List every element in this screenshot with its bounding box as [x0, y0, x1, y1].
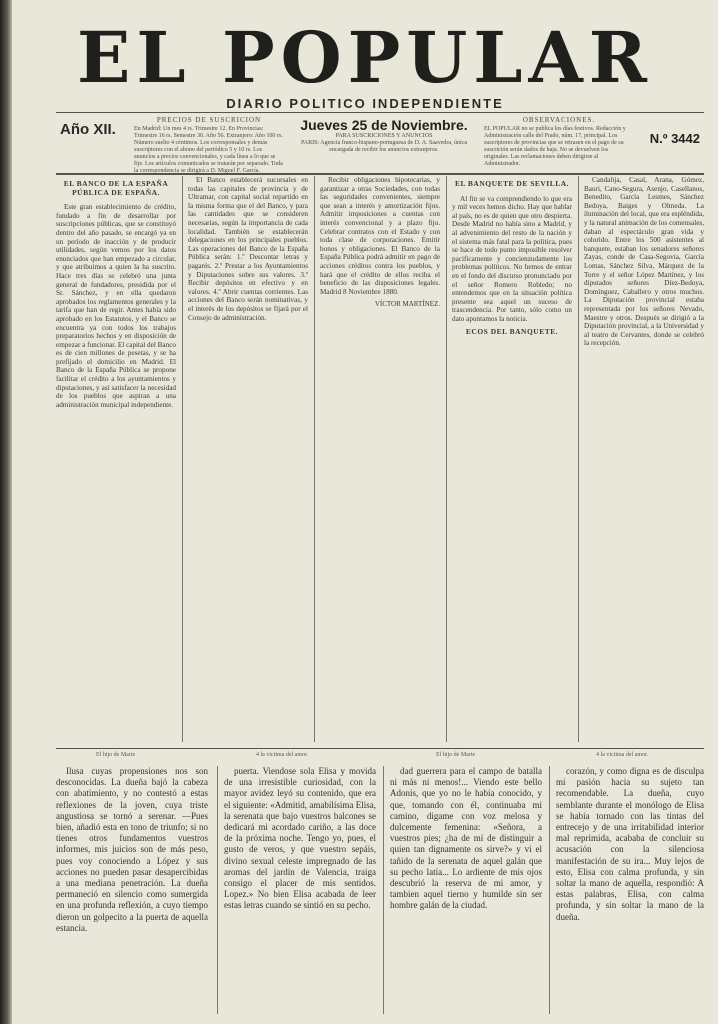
column-divider: [182, 176, 183, 742]
running-head-left-page: El hijo de Marte: [96, 752, 136, 758]
newspaper-subtitle: DIARIO POLITICO INDEPENDIENTE: [226, 96, 504, 111]
observations-heading: OBSERVACIONES.: [522, 117, 596, 124]
column-2-text: El Banco establecerá sucursales en todas las capitales de provincia y de Ultramar, con capital social repartido en la misma forma que el del Banco, y para las cantidades que se consideren necesarias, según la importancia de cada localidad. También se establecerán delegaciones en los principales pueblos. Las operaciones del Banco de la España Pública serán: 1.º Descontar letras y pagarés. 2.º Prestar a los Ayuntamientos y Diputaciones sobre sus valores. 3.º Recibir depósitos en efectivo y en valores. 4.º Abrir cuentas corrientes. Las acciones del Banco serán nominativas, y el interés de los depósitos se fijará por el Consejo de administración.: [188, 176, 308, 322]
column-4: [452, 176, 572, 742]
newspaper-page: [12, 0, 718, 1024]
folletin-divider: [549, 766, 550, 1014]
running-head-right-page: El hijo de Marte: [436, 752, 476, 758]
agency-text: PARIS: Agencia franco-hispano-portuguesa de D. A. Saavedra, única encargada de recibir los anuncios extranjeros.: [300, 140, 468, 153]
column-3-signature: VÍCTOR MARTÍNEZ.: [374, 300, 440, 309]
issue-date: Jueves 25 de Noviembre.: [300, 117, 468, 133]
folletin-text-3: dad guerrera para el campo de batalla ni más ni menos!... Viendo este bello Adonis, que yo no le había conocido, y que, tomando con él, continuaba mi camino, digame con voz melosa y dulcemente femenina: «Señora, a vuestros pies; ¿ha de mí de distinguir a quien tan dignamente os sirve?» y vi el tañido de la serenata de aquel galán que su pecho latía... Lo ardiente de mis ojos descubrió la reserva de mi amor, y tambien aquel tierno y humilde sin ser hombre galán de la ciudad.: [390, 766, 542, 911]
folletin-column-2: [224, 766, 376, 1014]
column-1: [56, 176, 176, 742]
column-3-text: Recibir obligaciones hipotecarias, y garantizar a otras Sociedades, con todas las seguridades convenientes, siempre que sean a interés y amortización fijos. Admitir imposiciones a cuentas con interés convencional y a plazo fijo. Celebrar contratos con el Estado y con toda clase de corporaciones. Emitir bonos y obligaciones. El Banco de la España Pública podrá admitir en pago de acciones créditos contra los pueblos, y hará que el crédito de ellos reciba el beneficio de las disposiciones legales. Madrid 8 Noviembre 1880.: [320, 176, 440, 296]
running-head-right-section: 4 la victima del amor.: [596, 752, 649, 758]
column-divider: [446, 176, 447, 742]
folletin-divider: [383, 766, 384, 1014]
issue-number: N.º 3442: [649, 131, 700, 146]
observations-box: [484, 117, 634, 168]
column-1-title: EL BANCO DE LA ESPAÑA PÚBLICA DE ESPAÑA.: [63, 179, 169, 197]
column-1-text: Este gran establecimiento de crédito, fundado a fin de desarrollar por suscripciones públicas, que se constituyó dentro del año pasado, se encargó ya en un período de inacción y de producir utilidades, según vemos por los datos enunciados que han empezado a circular, y que atribuimos a quien la ha suscrito. Hace tres días se celebró una junta general de fundadores, presidida por el Sr. Sánchez, y en ella quedaron aprobados los reglamentos generales y la tarifa que han de regir. Antes había sido aprobado en los Estatutos, y el Banco se encuentra ya con todos los trabajos preparatorios hechos y en disposición de empezar a funcionar. El capital del Banco es de cien millones de pesetas, y se ha prefijado el domicilio en Madrid. El Banco de la España Pública se propone facilitar el crédito a los ayuntamientos y diputaciones, y así satisfacer la necesidad de los pueblos que aspiran a una administración municipal independiente.: [56, 203, 176, 409]
date-box: [294, 117, 474, 154]
observations-text: EL POPULAR no se publica los días festivos. Redacción y Administración calle del Prado, núm. 17, principal. Los suscriptores de provincias que se retrasen en el pago de su suscrición serán dados de baja. No se devuelven los originales. Las reclamaciones deben dirigirse al Administrador.: [484, 126, 626, 167]
column-4-subtitle: ECOS DEL BANQUETE.: [465, 326, 559, 336]
column-5: [584, 176, 704, 742]
folletin-section: [56, 766, 704, 1016]
column-4-title: EL BANQUETE DE SEVILLA.: [454, 179, 570, 188]
date-sub: PARA SUSCRICIONES Y ANUNCIOS: [335, 133, 433, 139]
year-label: Año XII.: [60, 121, 116, 138]
folletin-text-1: Ilusa cuyas propensiones nos son desconocidas. La dueña bajó la cabeza con abatimiento, y no contestó a estas reflexiones de la joven, cuya triste angustiosa se tornó a serenar. —Pues bien, añadió esta en tono de triunfo; si no tienes otros fundamentos vuestros informes, mis juicios son de más peso, pues voy conociendo a López y sus acciones no pueden pasar desapercibidas a una mediana penetración. La dueña permaneció en silencio como sumergida en una profunda reflexión, a cuyo tiempo dieron un golpecito a la puerta de aquella estancia.: [56, 766, 208, 933]
running-head-left-section: 4 la victima del amor.: [256, 752, 309, 758]
column-3: [320, 176, 440, 742]
folletin-running-heads: [56, 750, 704, 762]
main-columns: [56, 176, 704, 746]
info-bar: [56, 112, 704, 175]
folletin-column-4: [556, 766, 704, 1014]
section-divider: [56, 748, 704, 749]
column-4-text: Al fin se va comprendiendo lo que era y mil veces hemos dicho. Hay que hablar al país, no es de quien que otro despierta. Desde Madrid no había sino a Madrid, y al advenimiento del resto de la nación y el sistema más fatal para la política, pues se hace de todo punto imposible resolver pacificamente y concienzudamente los problemas políticos. No hemos de entrar en el fondo del discurso pronunciado por el señor Romero Robledo; no entendemos que en la situación política presente sea aquel un suceso de trascendencia. Por tanto, sólo como un dato apuntamos la noticia.: [452, 194, 572, 323]
folletin-column-1: [56, 766, 208, 1014]
column-2: [188, 176, 308, 742]
subscription-heading: PRECIOS DE SUSCRICIÓN: [156, 117, 262, 124]
column-divider: [578, 176, 579, 742]
newspaper-title: EL POPULAR: [77, 16, 653, 99]
subscription-text: En Madrid: Un mes 4 rs. Trimestre 12. En Provincias: Trimestre 16 rs. Semestre 30. Año 56. Extranjero: Año 100 rs. Número suelto 4 céntimos. Los corresponsales y demás suscriptores con el abono del periódico 5 y 10 rs. Los anuncios a precios convencionales, y cada línea a lo que se fije. Los artículos comunicados se tratarán por separado. Toda la correspondencia se dirigirá a D. Miguel F. García.: [134, 126, 283, 174]
folletin-text-2: puerta. Viendose sola Elisa y movida de una irresistible curiosidad, con la mayor avidez leyó su contenido, que era el siguiente: «Admitid, amabilísima Elisa, la serenata que bajo vuestros balcones se dedicará mi acordado cariño, a las doce de la próxima noche. Tengo yo, pues, el gusto de veros, y que vuestro sepáis, divino sexual celeste impregnado de las aromas del jardín de Valencia, traiga consigo el placer de mis sentidos. Lopez.» No bien Elisa acabada de leer estas letras cuando se sintió en su pecho.: [224, 766, 376, 911]
column-divider: [314, 176, 315, 742]
folletin-divider: [217, 766, 218, 1014]
subscription-box: [134, 117, 284, 175]
book-spine: [0, 0, 12, 1024]
folletin-column-3: [390, 766, 542, 1014]
folletin-text-4: corazón, y como digna es de disculpa mi pasión hacia su sujeto tan recomendable. La dueña, cuyo semblante durante el monólogo de Elisa se había tornado con las tintas del entrecejo y de una irritabilidad interior mal reprimida, acababa de concluir su acusación con la silenciosa manifestación de su ira... Muy lejos de esto, Elisa con calma profunda, y sin soltar la mano de aquella, respondió: A estas palabras, Elisa, con calma profunda, y sin soltar la mano de la dueña.: [556, 766, 704, 922]
column-5-text: Candalija, Casal, Arana, Gómez, Bauri, Cano-Segura, Asenjo, Casellanos, Benedito, García Lesmes, Sánchez Bedoya, Baiges y Olmeda. La iluminación del local, que era espléndida, y la natural animación de los comensales, daban al espectáculo gran vida y colorido. Entre los 500 asistentes al banquete, estaban los senadores señores Zayas, conde de Casa-Segovia, García Lomas, Sánchez Silva, Márquez de la Torre y el señor López Martínez, y los diputados señores Díez-Bedoya, Domínguez, Caballero y otros muchos. La Diputación provincial estaba representada por los señores Nevado, Maestre y otros. Después se dirigió a la Diputación provincial, a la Universidad y al teatro de Cervantes, donde se celebró la recepción.: [584, 176, 704, 348]
masthead: [12, 8, 718, 112]
